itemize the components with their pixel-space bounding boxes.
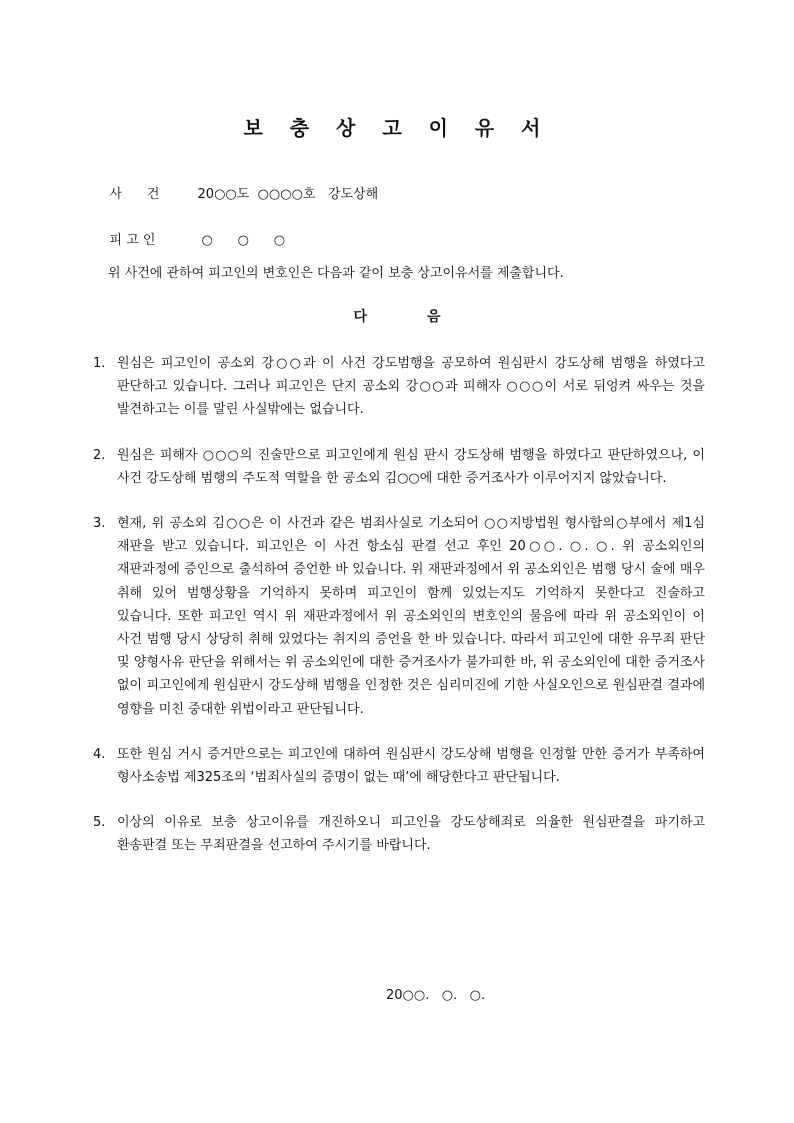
- list-item: [93, 352, 705, 422]
- heading-left: 다: [353, 309, 367, 325]
- item-text: 원심은 피고인이 공소외 강○○과 이 사건 강도범행을 공모하여 원심판시 강도상해 범행을 하였다고 판단하고 있습니다. 그러나 피고인은 단지 공소외 강○○과 피해자 ○○○이 서로 뒤엉켜 싸우는 것을 발견하고는 이를 말린 사실밖에는 없습니다.: [117, 356, 705, 418]
- item-text: 또한 원심 거시 증거만으로는 피고인에 대하여 원심판시 강도상해 범행을 인정할 만한 증거가 부족하여 형사소송법 제325조의 ‘범죄사실의 증명이 없는 때’에 해당한다고 판단됩니다.: [117, 746, 705, 786]
- case-label: 사 건: [109, 187, 160, 202]
- intro-paragraph: 위 사건에 관하여 피고인의 변호인은 다음과 같이 보충 상고이유서를 제출합니다.: [108, 266, 564, 281]
- item-text: 원심은 피해자 ○○○의 진술만으로 피고인에게 원심 판시 강도상해 범행을 하였다고 판단하였으나, 이 사건 강도상해 범행의 주도적 역할을 한 공소외 김○○에 대한 증거조사가 이루어지지 않았습니다.: [117, 447, 705, 486]
- section-heading: [0, 306, 794, 326]
- list-item: [93, 743, 705, 789]
- item-number: 5.: [93, 815, 106, 831]
- reason-list: [93, 352, 705, 880]
- document-date: 20○○. ○. ○.: [386, 988, 486, 1003]
- defendant-row: [93, 214, 285, 263]
- defendant-name: ○ ○ ○: [201, 233, 286, 248]
- list-item: [93, 811, 705, 857]
- item-number: 2.: [93, 447, 106, 463]
- heading-right: 음: [427, 309, 441, 325]
- item-text: 현재, 위 공소외 김○○은 이 사건과 같은 범죄사실로 기소되어 ○○지방법원 형사합의○부에서 제1심 재판을 받고 있습니다. 피고인은 이 사건 항소심 판결 선고 후인 20○○. ○. ○. 위 공소외인의 재판과정에 증인으로 출석하여 증언한 바 있습니다. 위 재판과정에서 위 공소외인은 범행 당시 술에 매우 취해 있어 범행상황을 기억하지 못하며 피고인이 함께 있었는지도 기억하지 못한다고 진술하고 있습니다. 또한 피고인 역시 위 재판과정에서 위 공소외인의 변호인의 물음에 따라 위 공소외인이 이 사건 범행 당시 상당히 취해 있었다는 취지의 증언을 한 바 있습니다. 따라서 피고인에 대한 유무죄 판단 및 양형사유 판단을 위해서는 위 공소외인에 대한 증거조사가 불가피한 바, 위 공소외인에 대한 증거조사 없이 피고인에게 원심판시 강도상해 범행을 인정한 것은 심리미진에 기한 사실오인으로 원심판결 결과에 영향을 미친 중대한 위법이라고 판단됩니다.: [117, 516, 705, 717]
- list-item: [93, 512, 705, 721]
- item-number: 4.: [93, 746, 106, 762]
- list-item: [93, 444, 705, 490]
- item-number: 1.: [93, 356, 106, 371]
- item-text: 이상의 이유로 보충 상고이유를 개진하오니 피고인을 강도상해죄로 의율한 원심판결을 파기하고 환송판결 또는 무죄판결을 선고하여 주시기를 바랍니다.: [117, 815, 705, 854]
- item-number: 3.: [93, 516, 106, 532]
- case-row: [93, 168, 378, 217]
- defendant-label: 피 고 인: [109, 233, 156, 248]
- case-number: 20○○도 ○○○○호 강도상해: [197, 187, 379, 202]
- document-title: 보 충 상 고 이 유 서: [243, 116, 551, 140]
